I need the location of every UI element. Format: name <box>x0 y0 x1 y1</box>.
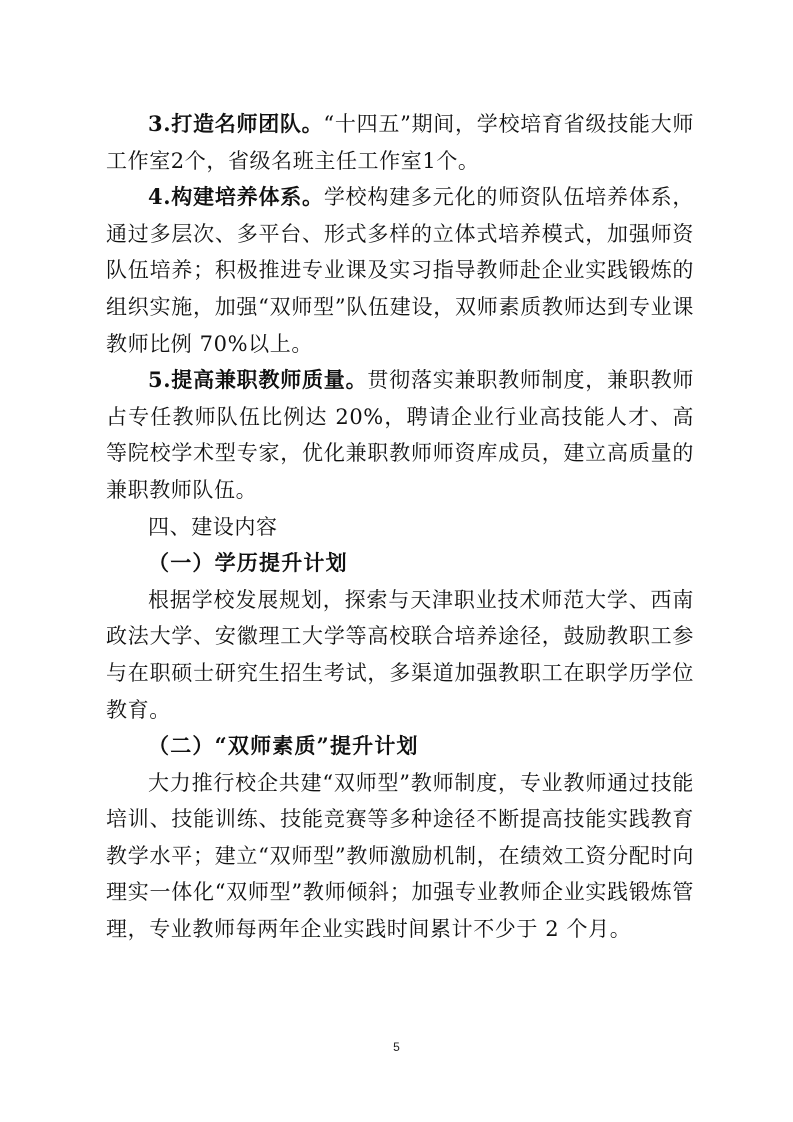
item-text-4: 学校构建多元化的师资队伍培养体系，通过多层次、多平台、形式多样的立体式培养模式，加强师资队伍培养；积极推进专业课及实习指导教师赴企业实践锻炼的组织实施，加强“双师型”队伍建设，双师素质教师达到专业课教师比例 70%以上。 <box>106 185 694 356</box>
subsection-paragraph-2: 大力推行校企共建“双师型”教师制度，专业教师通过技能培训、技能训练、技能竞赛等多种途径不断提高技能实践教育教学水平；建立“双师型”教师激励机制，在绩效工资分配时向理实一体化“双师型”教师倾斜；加强专业教师企业实践锻炼管理，专业教师每两年企业实践时间累计不少于 2 个月。 <box>106 770 694 942</box>
page-number: 5 <box>393 1040 400 1054</box>
item-label-4: 4.构建培养体系。 <box>148 184 324 210</box>
item-paragraph-4 <box>106 179 694 362</box>
item-paragraph-5 <box>106 362 694 508</box>
item-paragraph-3 <box>106 106 694 179</box>
section-heading: 四、建设内容 <box>148 514 278 539</box>
item-text-3: “十四五”期间，学校培育省级技能大师工作室2个，省级名班主任工作室1个。 <box>106 112 694 173</box>
item-label-5: 5.提高兼职教师质量。 <box>148 367 368 393</box>
item-label-3: 3.打造名师团队。 <box>148 111 324 136</box>
subsection-heading-2: （二）“双师素质”提升计划 <box>148 733 419 759</box>
subsection-paragraph-1: 根据学校发展规划，探索与天津职业技术师范大学、西南政法大学、安徽理工大学等高校联合培养途径，鼓励教职工参与在职硕士研究生招生考试，多渠道加强教职工在职学历学位教育。 <box>106 587 694 722</box>
item-text-5: 贯彻落实兼职教师制度，兼职教师占专任教师队伍比例达 20%，聘请企业行业高技能人才、高等院校学术型专家，优化兼职教师师资库成员，建立高质量的兼职教师队伍。 <box>106 368 694 502</box>
page-body <box>106 106 694 948</box>
subsection-heading-1: （一）学历提升计划 <box>148 550 348 576</box>
